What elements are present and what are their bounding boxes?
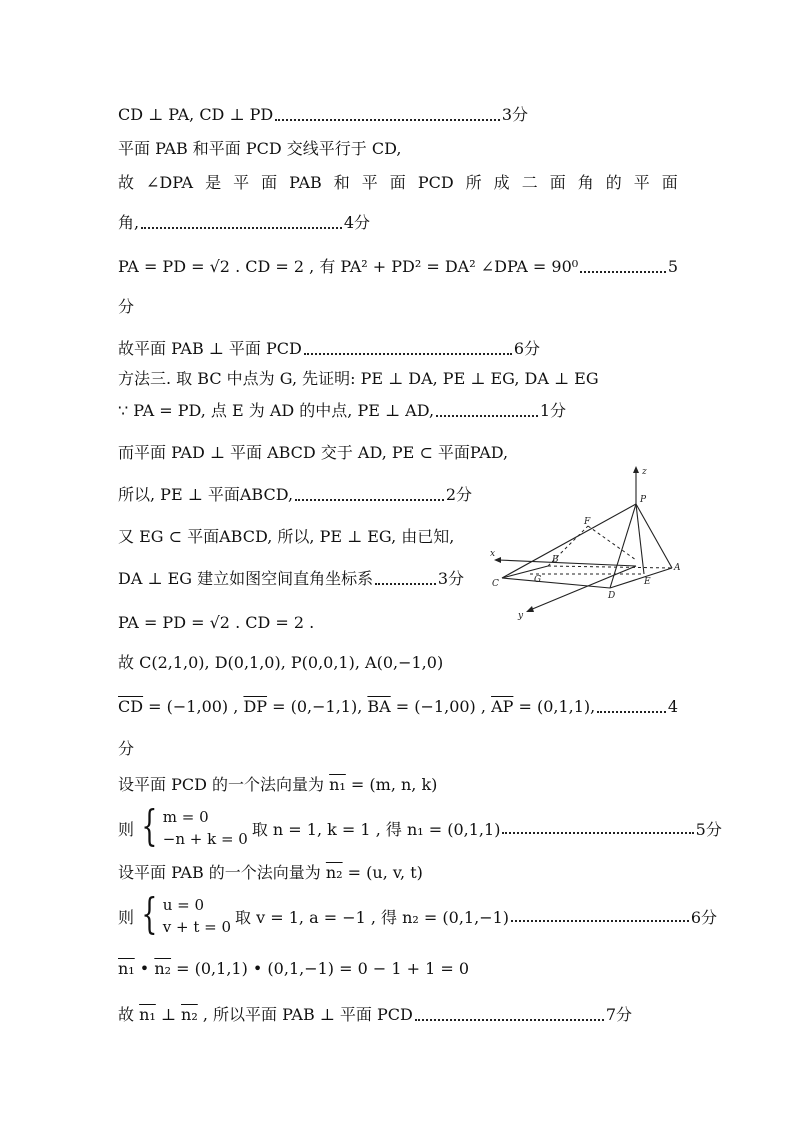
- vector: $\overline{AP}$: [491, 697, 514, 716]
- word: 成: [493, 173, 510, 192]
- word: 面: [261, 173, 278, 192]
- word: 平: [633, 173, 650, 192]
- brace: {: [141, 889, 158, 938]
- vector: n₂: [325, 863, 343, 882]
- equation: m = 0: [162, 808, 209, 826]
- edge-da: [610, 568, 672, 588]
- word: 和: [333, 173, 350, 192]
- line-pa-eq-pd: [118, 400, 566, 422]
- leader-dots: [502, 832, 693, 834]
- line-plane-pad: 而平面 PAD ⊥ 平面 ABCD 交于 AD, PE ⊂ 平面PAD,: [118, 443, 509, 462]
- line-text: , 所以平面 PAB ⊥ 平面 PCD: [197, 1005, 413, 1024]
- line-text: CD ⊥ PA, CD ⊥ PD: [118, 105, 274, 124]
- label-z: z: [642, 467, 647, 477]
- word: 面: [389, 173, 406, 192]
- score-mark: 6分: [690, 907, 718, 927]
- word: 面: [549, 173, 566, 192]
- word: 故: [118, 173, 135, 192]
- label-y: y: [518, 611, 524, 621]
- line-text: = (0,1,1) • (0,1,−1) = 0 − 1 + 1 = 0: [171, 959, 470, 978]
- equation: −n + k = 0: [162, 830, 248, 848]
- leader-dots: [141, 227, 342, 229]
- leader-dots: [436, 415, 538, 417]
- line-vectors: [118, 696, 678, 718]
- line-normal-vector-pcd: [118, 774, 678, 796]
- label-c: C: [492, 579, 499, 589]
- leader-dots: [375, 583, 436, 585]
- line-dihedral-angle: [118, 172, 678, 194]
- vector: n₂: [154, 959, 172, 978]
- line-angle-score: [118, 212, 370, 234]
- score-mark: 5分: [695, 819, 722, 839]
- brace: {: [141, 801, 158, 850]
- leader-dots: [580, 271, 666, 273]
- score-mark: 3分: [501, 105, 528, 124]
- word: 角: [577, 173, 594, 192]
- line-plane-perp-conclusion: [118, 338, 540, 360]
- leader-dots: [597, 711, 666, 713]
- word: 所: [465, 173, 482, 192]
- word: 面: [661, 173, 678, 192]
- word: 平: [361, 173, 378, 192]
- score-mark: 2分: [445, 485, 472, 504]
- line-pe-perp-abcd: [118, 484, 472, 506]
- score-mark: 1分: [539, 401, 566, 420]
- label-x: x: [490, 549, 496, 559]
- line-intersection-parallel: 平面 PAB 和平面 PCD 交线平行于 CD,: [118, 139, 402, 158]
- line-text: = (u, v, t): [342, 863, 423, 882]
- word: PAB: [289, 173, 322, 192]
- label-f: F: [584, 517, 591, 527]
- line-text: = (m, n, k): [345, 775, 438, 794]
- line-cd-perp: [118, 104, 528, 126]
- line-text: 取 n = 1, k = 1 , 得 n₁ = (0,1,1): [251, 819, 501, 839]
- system-pcd: [118, 801, 722, 850]
- line-text: 设平面 PCD 的一个法向量为: [118, 775, 330, 794]
- vector: n₁: [139, 1005, 156, 1024]
- value: = (−1,00) ,: [143, 697, 244, 716]
- value: = (0,1,1),: [513, 697, 596, 716]
- line-text: [118, 696, 595, 718]
- line-coordinate-system: [118, 568, 464, 590]
- leader-dots: [511, 920, 689, 922]
- line-eg-in-abcd: 又 EG ⊂ 平面ABCD, 所以, PE ⊥ EG, 由已知,: [118, 527, 455, 546]
- z-arrow: [633, 466, 639, 473]
- label-d: D: [608, 591, 616, 601]
- edge-pe: [636, 504, 644, 574]
- line-normal-vector-pab: [118, 862, 678, 884]
- label-p: P: [640, 495, 647, 505]
- line-text: [118, 1004, 413, 1026]
- leader-dots: [275, 119, 500, 121]
- equation-system: [163, 806, 248, 850]
- line-text: 角,: [118, 213, 140, 232]
- operator: •: [134, 959, 155, 978]
- y-axis: [530, 566, 636, 610]
- line-text: DA ⊥ EG 建立如图空间直角坐标系: [118, 569, 374, 588]
- line-pa-pd-values: [118, 256, 678, 278]
- vector: n₁: [329, 775, 346, 794]
- vector: $\overline{DP}$: [243, 697, 268, 716]
- label-e: E: [644, 577, 651, 587]
- y-arrow: [526, 606, 534, 612]
- pyramid-coordinate-figure: [488, 464, 688, 624]
- line-text: 所以, PE ⊥ 平面ABCD,: [118, 485, 294, 504]
- score-mark: 6分: [513, 339, 540, 358]
- line-score-unit: 分: [118, 297, 135, 316]
- line-text: 取 v = 1, a = −1 , 得 n₂ = (0,1,−1): [235, 907, 510, 927]
- label-b: B: [552, 555, 559, 565]
- leader-dots: [304, 353, 512, 355]
- score-mark: 4分: [343, 213, 370, 232]
- x-axis: [498, 560, 636, 566]
- score-mark: 3分: [437, 569, 464, 588]
- leader-dots: [295, 499, 444, 501]
- equation: v + t = 0: [162, 918, 232, 936]
- score-mark: 4: [667, 697, 678, 716]
- value: = (0,−1,1),: [267, 697, 368, 716]
- solution-row: [252, 817, 722, 840]
- vector: $\overline{BA}$: [367, 697, 391, 716]
- word: 二: [521, 173, 538, 192]
- line-point-coordinates: 故 C(2,1,0), D(0,1,0), P(0,0,1), A(0,−1,0): [118, 653, 444, 672]
- vector: n₁: [118, 959, 135, 978]
- leader-dots: [415, 1019, 604, 1021]
- equation-system: [163, 894, 231, 938]
- system-pab: [118, 889, 718, 938]
- word: PCD: [417, 173, 454, 192]
- line-pa-pd-cd: PA = PD = √2 . CD = 2 .: [118, 613, 315, 632]
- line-dot-product: [118, 958, 678, 980]
- value: = (−1,00) ,: [390, 697, 492, 716]
- equation: u = 0: [162, 896, 205, 914]
- operator: ⊥: [155, 1005, 182, 1024]
- label-g: G: [534, 575, 542, 585]
- line-text: 故平面 PAB ⊥ 平面 PCD: [118, 339, 302, 358]
- word: 平: [233, 173, 250, 192]
- score-mark: 5: [667, 257, 678, 276]
- score-mark: 7分: [605, 1005, 632, 1024]
- word: 的: [605, 173, 622, 192]
- line-text: 故: [118, 1005, 140, 1024]
- line-text: PA = PD = √2 . CD = 2 , 有 PA² + PD² = DA² ∠DPA = 90⁰: [118, 257, 579, 276]
- line-text: ∵ PA = PD, 点 E 为 AD 的中点, PE ⊥ AD,: [118, 401, 435, 420]
- edge-ba: [548, 566, 672, 568]
- solution-row: [235, 905, 717, 928]
- line-text: 设平面 PAB 的一个法向量为: [118, 863, 326, 882]
- line-text: 则: [118, 819, 135, 839]
- line-text: 则: [118, 907, 135, 927]
- vector: $\overline{CD}$: [118, 697, 144, 716]
- word: ∠DPA: [146, 173, 194, 192]
- line-score-unit-2: 分: [118, 739, 135, 758]
- vector: n₂: [181, 1005, 198, 1024]
- word: 是: [205, 173, 222, 192]
- line-final-conclusion: [118, 1004, 632, 1026]
- segment-f: [588, 526, 636, 560]
- label-a: A: [674, 563, 681, 573]
- edge-pa: [636, 504, 672, 568]
- line-method-three: 方法三. 取 BC 中点为 G, 先证明: PE ⊥ DA, PE ⊥ EG, DA ⊥ EG: [118, 369, 599, 388]
